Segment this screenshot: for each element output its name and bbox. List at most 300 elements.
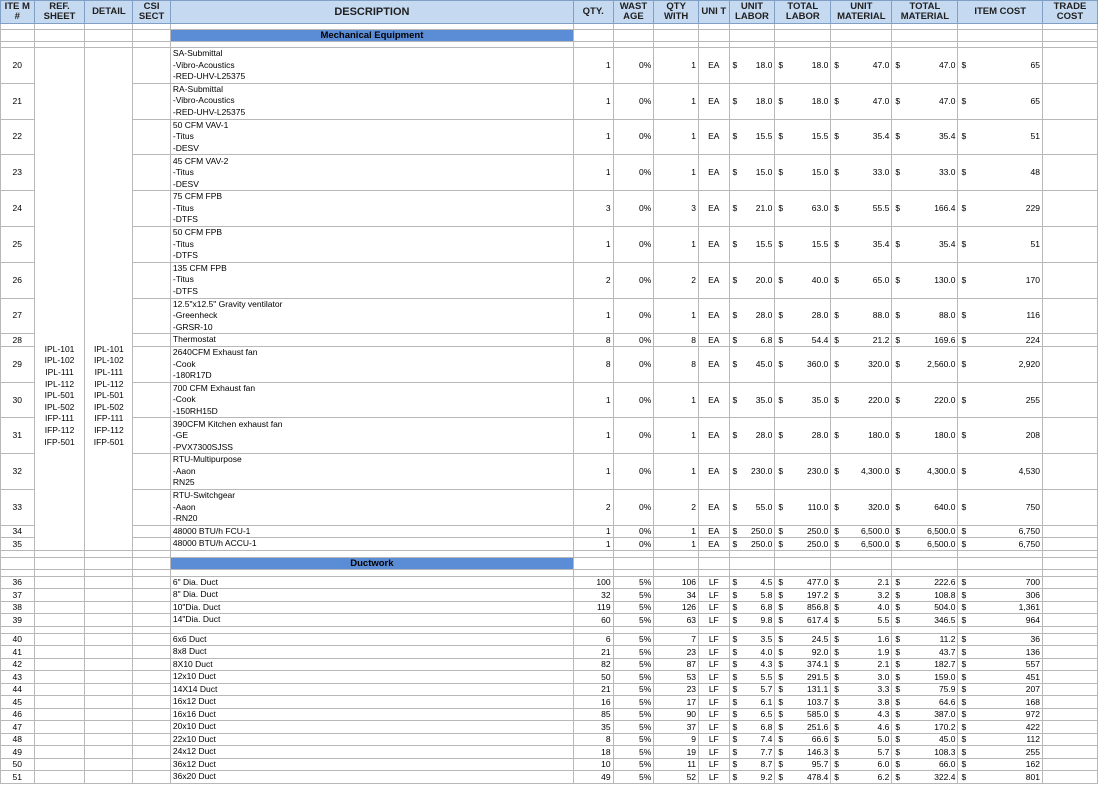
detail-cell[interactable] <box>85 601 133 614</box>
item-number[interactable]: 20 <box>1 48 35 84</box>
trade-cost-cell[interactable] <box>1042 538 1097 551</box>
item-number[interactable]: 26 <box>1 262 35 298</box>
qty-cell[interactable]: 16 <box>573 696 613 709</box>
unit-material-cell[interactable] <box>831 671 892 684</box>
blank-cell[interactable] <box>34 569 85 576</box>
item-cost-cell[interactable] <box>958 298 1042 334</box>
wastage-cell[interactable]: 0% <box>613 346 654 382</box>
unit-material-cell[interactable] <box>831 758 892 771</box>
unit-cell[interactable]: LF <box>699 708 730 721</box>
detail-cell[interactable] <box>85 696 133 709</box>
item-cost-cell[interactable] <box>958 119 1042 155</box>
total-labor-cell[interactable] <box>775 746 831 759</box>
item-number[interactable]: 41 <box>1 646 35 659</box>
blank-cell[interactable] <box>1 550 35 557</box>
item-number[interactable]: 31 <box>1 418 35 454</box>
csi-cell[interactable] <box>133 721 171 734</box>
unit-cell[interactable]: EA <box>699 490 730 526</box>
unit-material-cell[interactable] <box>831 191 892 227</box>
description-cell[interactable] <box>170 633 573 646</box>
wastage-cell[interactable]: 5% <box>613 633 654 646</box>
qty-with-cell[interactable]: 90 <box>654 708 699 721</box>
csi-cell[interactable] <box>133 589 171 602</box>
blank-cell[interactable] <box>1042 550 1097 557</box>
unit-cell[interactable]: LF <box>699 671 730 684</box>
item-cost-cell[interactable] <box>958 191 1042 227</box>
item-number[interactable]: 36 <box>1 576 35 589</box>
description-cell[interactable] <box>170 614 573 627</box>
description-cell[interactable] <box>170 576 573 589</box>
description-cell[interactable] <box>170 83 573 119</box>
item-cost-cell[interactable] <box>958 538 1042 551</box>
qty-with-cell[interactable]: 63 <box>654 614 699 627</box>
unit-cell[interactable]: LF <box>699 683 730 696</box>
total-material-cell[interactable] <box>892 671 958 684</box>
item-number[interactable]: 32 <box>1 454 35 490</box>
total-material-cell[interactable] <box>892 191 958 227</box>
csi-cell[interactable] <box>133 226 171 262</box>
total-labor-cell[interactable] <box>775 191 831 227</box>
total-material-cell[interactable] <box>892 226 958 262</box>
qty-with-cell[interactable]: 8 <box>654 334 699 347</box>
ref-sheet-cell[interactable] <box>34 721 85 734</box>
item-number[interactable]: 44 <box>1 683 35 696</box>
csi-cell[interactable] <box>133 658 171 671</box>
unit-material-cell[interactable] <box>831 721 892 734</box>
total-labor-cell[interactable] <box>775 155 831 191</box>
qty-cell[interactable]: 8 <box>573 346 613 382</box>
total-labor-cell[interactable] <box>775 758 831 771</box>
blank-cell[interactable] <box>170 569 573 576</box>
blank-cell[interactable] <box>1042 626 1097 633</box>
unit-cell[interactable]: LF <box>699 658 730 671</box>
unit-cell[interactable]: LF <box>699 758 730 771</box>
ref-sheet-cell[interactable] <box>34 633 85 646</box>
qty-with-cell[interactable]: 1 <box>654 525 699 538</box>
blank-cell[interactable] <box>1042 569 1097 576</box>
unit-material-cell[interactable] <box>831 262 892 298</box>
item-cost-cell[interactable] <box>958 589 1042 602</box>
total-labor-cell[interactable] <box>775 683 831 696</box>
unit-labor-cell[interactable] <box>729 454 775 490</box>
item-number[interactable]: 40 <box>1 633 35 646</box>
unit-cell[interactable]: EA <box>699 525 730 538</box>
item-number[interactable]: 48 <box>1 733 35 746</box>
item-cost-cell[interactable] <box>958 671 1042 684</box>
unit-material-cell[interactable] <box>831 646 892 659</box>
description-cell[interactable] <box>170 119 573 155</box>
qty-with-cell[interactable]: 37 <box>654 721 699 734</box>
total-labor-cell[interactable] <box>775 601 831 614</box>
unit-cell[interactable]: EA <box>699 191 730 227</box>
blank-cell[interactable] <box>654 550 699 557</box>
detail-cell[interactable] <box>85 633 133 646</box>
unit-material-cell[interactable] <box>831 83 892 119</box>
qty-with-cell[interactable]: 52 <box>654 771 699 784</box>
total-labor-cell[interactable] <box>775 646 831 659</box>
total-labor-cell[interactable] <box>775 708 831 721</box>
csi-cell[interactable] <box>133 298 171 334</box>
unit-labor-cell[interactable] <box>729 671 775 684</box>
unit-labor-cell[interactable] <box>729 382 775 418</box>
trade-cost-cell[interactable] <box>1042 633 1097 646</box>
ref-sheet-cell[interactable] <box>34 758 85 771</box>
unit-labor-cell[interactable] <box>729 733 775 746</box>
unit-material-cell[interactable] <box>831 696 892 709</box>
unit-cell[interactable]: LF <box>699 696 730 709</box>
ref-sheet-cell[interactable] <box>34 646 85 659</box>
unit-material-cell[interactable] <box>831 771 892 784</box>
header-item-cost[interactable]: ITEM COST <box>958 1 1042 24</box>
detail-cell[interactable] <box>85 576 133 589</box>
blank-cell[interactable] <box>613 569 654 576</box>
item-cost-cell[interactable] <box>958 771 1042 784</box>
blank-cell[interactable] <box>831 550 892 557</box>
total-material-cell[interactable] <box>892 262 958 298</box>
total-material-cell[interactable] <box>892 708 958 721</box>
blank-cell[interactable] <box>34 550 85 557</box>
item-number[interactable]: 50 <box>1 758 35 771</box>
total-labor-cell[interactable] <box>775 576 831 589</box>
item-cost-cell[interactable] <box>958 733 1042 746</box>
unit-labor-cell[interactable] <box>729 334 775 347</box>
qty-cell[interactable]: 1 <box>573 119 613 155</box>
csi-cell[interactable] <box>133 696 171 709</box>
description-cell[interactable] <box>170 382 573 418</box>
item-cost-cell[interactable] <box>958 721 1042 734</box>
qty-with-cell[interactable]: 1 <box>654 298 699 334</box>
total-labor-cell[interactable] <box>775 83 831 119</box>
item-number[interactable]: 28 <box>1 334 35 347</box>
total-material-cell[interactable] <box>892 490 958 526</box>
wastage-cell[interactable]: 0% <box>613 538 654 551</box>
item-number[interactable]: 24 <box>1 191 35 227</box>
unit-labor-cell[interactable] <box>729 614 775 627</box>
qty-with-cell[interactable]: 1 <box>654 454 699 490</box>
ref-sheet-cell[interactable] <box>34 658 85 671</box>
trade-cost-cell[interactable] <box>1042 418 1097 454</box>
total-material-cell[interactable] <box>892 746 958 759</box>
ref-sheet-cell[interactable] <box>34 48 85 551</box>
total-labor-cell[interactable] <box>775 119 831 155</box>
unit-labor-cell[interactable] <box>729 683 775 696</box>
unit-material-cell[interactable] <box>831 298 892 334</box>
ref-sheet-cell[interactable] <box>34 683 85 696</box>
trade-cost-cell[interactable] <box>1042 155 1097 191</box>
wastage-cell[interactable]: 5% <box>613 658 654 671</box>
blank-cell[interactable] <box>654 626 699 633</box>
wastage-cell[interactable]: 5% <box>613 758 654 771</box>
header-total-labor[interactable]: TOTAL LABOR <box>775 1 831 24</box>
detail-cell[interactable] <box>85 708 133 721</box>
unit-material-cell[interactable] <box>831 733 892 746</box>
total-material-cell[interactable] <box>892 696 958 709</box>
unit-labor-cell[interactable] <box>729 633 775 646</box>
detail-cell[interactable] <box>85 758 133 771</box>
csi-cell[interactable] <box>133 633 171 646</box>
unit-labor-cell[interactable] <box>729 696 775 709</box>
detail-cell[interactable] <box>85 721 133 734</box>
qty-with-cell[interactable]: 23 <box>654 646 699 659</box>
item-number[interactable]: 35 <box>1 538 35 551</box>
item-cost-cell[interactable] <box>958 633 1042 646</box>
description-cell[interactable] <box>170 334 573 347</box>
unit-labor-cell[interactable] <box>729 262 775 298</box>
qty-with-cell[interactable]: 2 <box>654 490 699 526</box>
qty-cell[interactable]: 82 <box>573 658 613 671</box>
description-cell[interactable] <box>170 721 573 734</box>
csi-cell[interactable] <box>133 454 171 490</box>
qty-cell[interactable]: 18 <box>573 746 613 759</box>
total-labor-cell[interactable] <box>775 298 831 334</box>
description-cell[interactable] <box>170 490 573 526</box>
unit-cell[interactable]: LF <box>699 601 730 614</box>
unit-labor-cell[interactable] <box>729 721 775 734</box>
qty-with-cell[interactable]: 1 <box>654 226 699 262</box>
item-number[interactable]: 43 <box>1 671 35 684</box>
description-cell[interactable] <box>170 733 573 746</box>
wastage-cell[interactable]: 5% <box>613 614 654 627</box>
item-cost-cell[interactable] <box>958 658 1042 671</box>
item-cost-cell[interactable] <box>958 614 1042 627</box>
ref-sheet-cell[interactable] <box>34 746 85 759</box>
csi-cell[interactable] <box>133 771 171 784</box>
trade-cost-cell[interactable] <box>1042 576 1097 589</box>
qty-cell[interactable]: 1 <box>573 226 613 262</box>
ref-sheet-cell[interactable] <box>34 733 85 746</box>
csi-cell[interactable] <box>133 83 171 119</box>
total-material-cell[interactable] <box>892 576 958 589</box>
unit-material-cell[interactable] <box>831 525 892 538</box>
total-labor-cell[interactable] <box>775 454 831 490</box>
total-material-cell[interactable] <box>892 771 958 784</box>
wastage-cell[interactable]: 0% <box>613 525 654 538</box>
blank-cell[interactable] <box>613 626 654 633</box>
total-material-cell[interactable] <box>892 454 958 490</box>
item-cost-cell[interactable] <box>958 382 1042 418</box>
item-cost-cell[interactable] <box>958 83 1042 119</box>
item-cost-cell[interactable] <box>958 696 1042 709</box>
blank-cell[interactable] <box>34 626 85 633</box>
total-labor-cell[interactable] <box>775 538 831 551</box>
unit-cell[interactable]: EA <box>699 418 730 454</box>
detail-cell[interactable] <box>85 746 133 759</box>
item-number[interactable]: 29 <box>1 346 35 382</box>
description-cell[interactable] <box>170 658 573 671</box>
trade-cost-cell[interactable] <box>1042 614 1097 627</box>
wastage-cell[interactable]: 5% <box>613 733 654 746</box>
unit-material-cell[interactable] <box>831 48 892 84</box>
wastage-cell[interactable]: 5% <box>613 771 654 784</box>
wastage-cell[interactable]: 0% <box>613 48 654 84</box>
description-cell[interactable] <box>170 262 573 298</box>
unit-labor-cell[interactable] <box>729 48 775 84</box>
unit-cell[interactable]: EA <box>699 262 730 298</box>
total-material-cell[interactable] <box>892 83 958 119</box>
wastage-cell[interactable]: 5% <box>613 601 654 614</box>
qty-with-cell[interactable]: 1 <box>654 382 699 418</box>
trade-cost-cell[interactable] <box>1042 525 1097 538</box>
trade-cost-cell[interactable] <box>1042 83 1097 119</box>
trade-cost-cell[interactable] <box>1042 746 1097 759</box>
description-cell[interactable] <box>170 696 573 709</box>
wastage-cell[interactable]: 0% <box>613 191 654 227</box>
total-material-cell[interactable] <box>892 646 958 659</box>
unit-material-cell[interactable] <box>831 576 892 589</box>
qty-with-cell[interactable]: 1 <box>654 83 699 119</box>
item-number[interactable]: 23 <box>1 155 35 191</box>
unit-material-cell[interactable] <box>831 119 892 155</box>
item-cost-cell[interactable] <box>958 646 1042 659</box>
qty-with-cell[interactable]: 1 <box>654 119 699 155</box>
detail-cell[interactable] <box>85 733 133 746</box>
csi-cell[interactable] <box>133 490 171 526</box>
csi-cell[interactable] <box>133 601 171 614</box>
qty-with-cell[interactable]: 23 <box>654 683 699 696</box>
unit-labor-cell[interactable] <box>729 119 775 155</box>
item-cost-cell[interactable] <box>958 155 1042 191</box>
csi-cell[interactable] <box>133 614 171 627</box>
item-cost-cell[interactable] <box>958 454 1042 490</box>
qty-with-cell[interactable]: 34 <box>654 589 699 602</box>
unit-labor-cell[interactable] <box>729 226 775 262</box>
description-cell[interactable] <box>170 601 573 614</box>
qty-cell[interactable]: 1 <box>573 83 613 119</box>
header-unit-labor[interactable]: UNIT LABOR <box>729 1 775 24</box>
description-cell[interactable] <box>170 454 573 490</box>
wastage-cell[interactable]: 5% <box>613 589 654 602</box>
blank-cell[interactable] <box>573 569 613 576</box>
unit-material-cell[interactable] <box>831 746 892 759</box>
wastage-cell[interactable]: 0% <box>613 334 654 347</box>
qty-with-cell[interactable]: 1 <box>654 155 699 191</box>
item-number[interactable]: 42 <box>1 658 35 671</box>
blank-cell[interactable] <box>958 569 1042 576</box>
total-labor-cell[interactable] <box>775 418 831 454</box>
blank-cell[interactable] <box>85 626 133 633</box>
unit-labor-cell[interactable] <box>729 601 775 614</box>
unit-material-cell[interactable] <box>831 633 892 646</box>
total-labor-cell[interactable] <box>775 721 831 734</box>
unit-labor-cell[interactable] <box>729 589 775 602</box>
trade-cost-cell[interactable] <box>1042 298 1097 334</box>
trade-cost-cell[interactable] <box>1042 771 1097 784</box>
qty-cell[interactable]: 8 <box>573 334 613 347</box>
wastage-cell[interactable]: 5% <box>613 746 654 759</box>
trade-cost-cell[interactable] <box>1042 226 1097 262</box>
qty-cell[interactable]: 21 <box>573 683 613 696</box>
item-cost-cell[interactable] <box>958 601 1042 614</box>
unit-labor-cell[interactable] <box>729 658 775 671</box>
qty-cell[interactable]: 32 <box>573 589 613 602</box>
unit-cell[interactable]: EA <box>699 83 730 119</box>
unit-cell[interactable]: LF <box>699 633 730 646</box>
description-cell[interactable] <box>170 418 573 454</box>
item-number[interactable]: 46 <box>1 708 35 721</box>
item-cost-cell[interactable] <box>958 683 1042 696</box>
unit-material-cell[interactable] <box>831 454 892 490</box>
item-number[interactable]: 30 <box>1 382 35 418</box>
wastage-cell[interactable]: 0% <box>613 226 654 262</box>
csi-cell[interactable] <box>133 746 171 759</box>
header-qty[interactable]: QTY. <box>573 1 613 24</box>
trade-cost-cell[interactable] <box>1042 382 1097 418</box>
qty-with-cell[interactable]: 3 <box>654 191 699 227</box>
unit-cell[interactable]: LF <box>699 589 730 602</box>
description-cell[interactable] <box>170 48 573 84</box>
unit-labor-cell[interactable] <box>729 191 775 227</box>
total-labor-cell[interactable] <box>775 490 831 526</box>
item-number[interactable]: 45 <box>1 696 35 709</box>
description-cell[interactable] <box>170 746 573 759</box>
qty-cell[interactable]: 60 <box>573 614 613 627</box>
qty-with-cell[interactable]: 17 <box>654 696 699 709</box>
item-cost-cell[interactable] <box>958 708 1042 721</box>
wastage-cell[interactable]: 5% <box>613 646 654 659</box>
description-cell[interactable] <box>170 589 573 602</box>
csi-cell[interactable] <box>133 119 171 155</box>
unit-cell[interactable]: EA <box>699 226 730 262</box>
blank-cell[interactable] <box>1 569 35 576</box>
unit-material-cell[interactable] <box>831 346 892 382</box>
total-labor-cell[interactable] <box>775 382 831 418</box>
csi-cell[interactable] <box>133 576 171 589</box>
total-material-cell[interactable] <box>892 683 958 696</box>
unit-labor-cell[interactable] <box>729 346 775 382</box>
total-material-cell[interactable] <box>892 334 958 347</box>
wastage-cell[interactable]: 5% <box>613 576 654 589</box>
qty-cell[interactable]: 119 <box>573 601 613 614</box>
description-cell[interactable] <box>170 758 573 771</box>
description-cell[interactable] <box>170 155 573 191</box>
detail-cell[interactable] <box>85 658 133 671</box>
unit-material-cell[interactable] <box>831 683 892 696</box>
unit-cell[interactable]: LF <box>699 614 730 627</box>
item-number[interactable]: 37 <box>1 589 35 602</box>
qty-cell[interactable]: 21 <box>573 646 613 659</box>
description-cell[interactable] <box>170 683 573 696</box>
blank-cell[interactable] <box>133 569 171 576</box>
item-number[interactable]: 38 <box>1 601 35 614</box>
detail-cell[interactable] <box>85 589 133 602</box>
unit-material-cell[interactable] <box>831 658 892 671</box>
blank-cell[interactable] <box>892 569 958 576</box>
wastage-cell[interactable]: 5% <box>613 696 654 709</box>
qty-with-cell[interactable]: 106 <box>654 576 699 589</box>
blank-cell[interactable] <box>831 569 892 576</box>
item-cost-cell[interactable] <box>958 346 1042 382</box>
header-unit-material[interactable]: UNIT MATERIAL <box>831 1 892 24</box>
qty-cell[interactable]: 49 <box>573 771 613 784</box>
blank-cell[interactable] <box>85 550 133 557</box>
total-labor-cell[interactable] <box>775 525 831 538</box>
csi-cell[interactable] <box>133 334 171 347</box>
qty-cell[interactable]: 50 <box>573 671 613 684</box>
description-cell[interactable] <box>170 646 573 659</box>
unit-labor-cell[interactable] <box>729 155 775 191</box>
trade-cost-cell[interactable] <box>1042 658 1097 671</box>
trade-cost-cell[interactable] <box>1042 708 1097 721</box>
csi-cell[interactable] <box>133 525 171 538</box>
csi-cell[interactable] <box>133 155 171 191</box>
item-cost-cell[interactable] <box>958 758 1042 771</box>
header-total-material[interactable]: TOTAL MATERIAL <box>892 1 958 24</box>
total-labor-cell[interactable] <box>775 633 831 646</box>
header-trade-cost[interactable]: TRADE COST <box>1042 1 1097 24</box>
item-number[interactable]: 39 <box>1 614 35 627</box>
unit-labor-cell[interactable] <box>729 490 775 526</box>
header-csi-sect[interactable]: CSI SECT <box>133 1 171 24</box>
